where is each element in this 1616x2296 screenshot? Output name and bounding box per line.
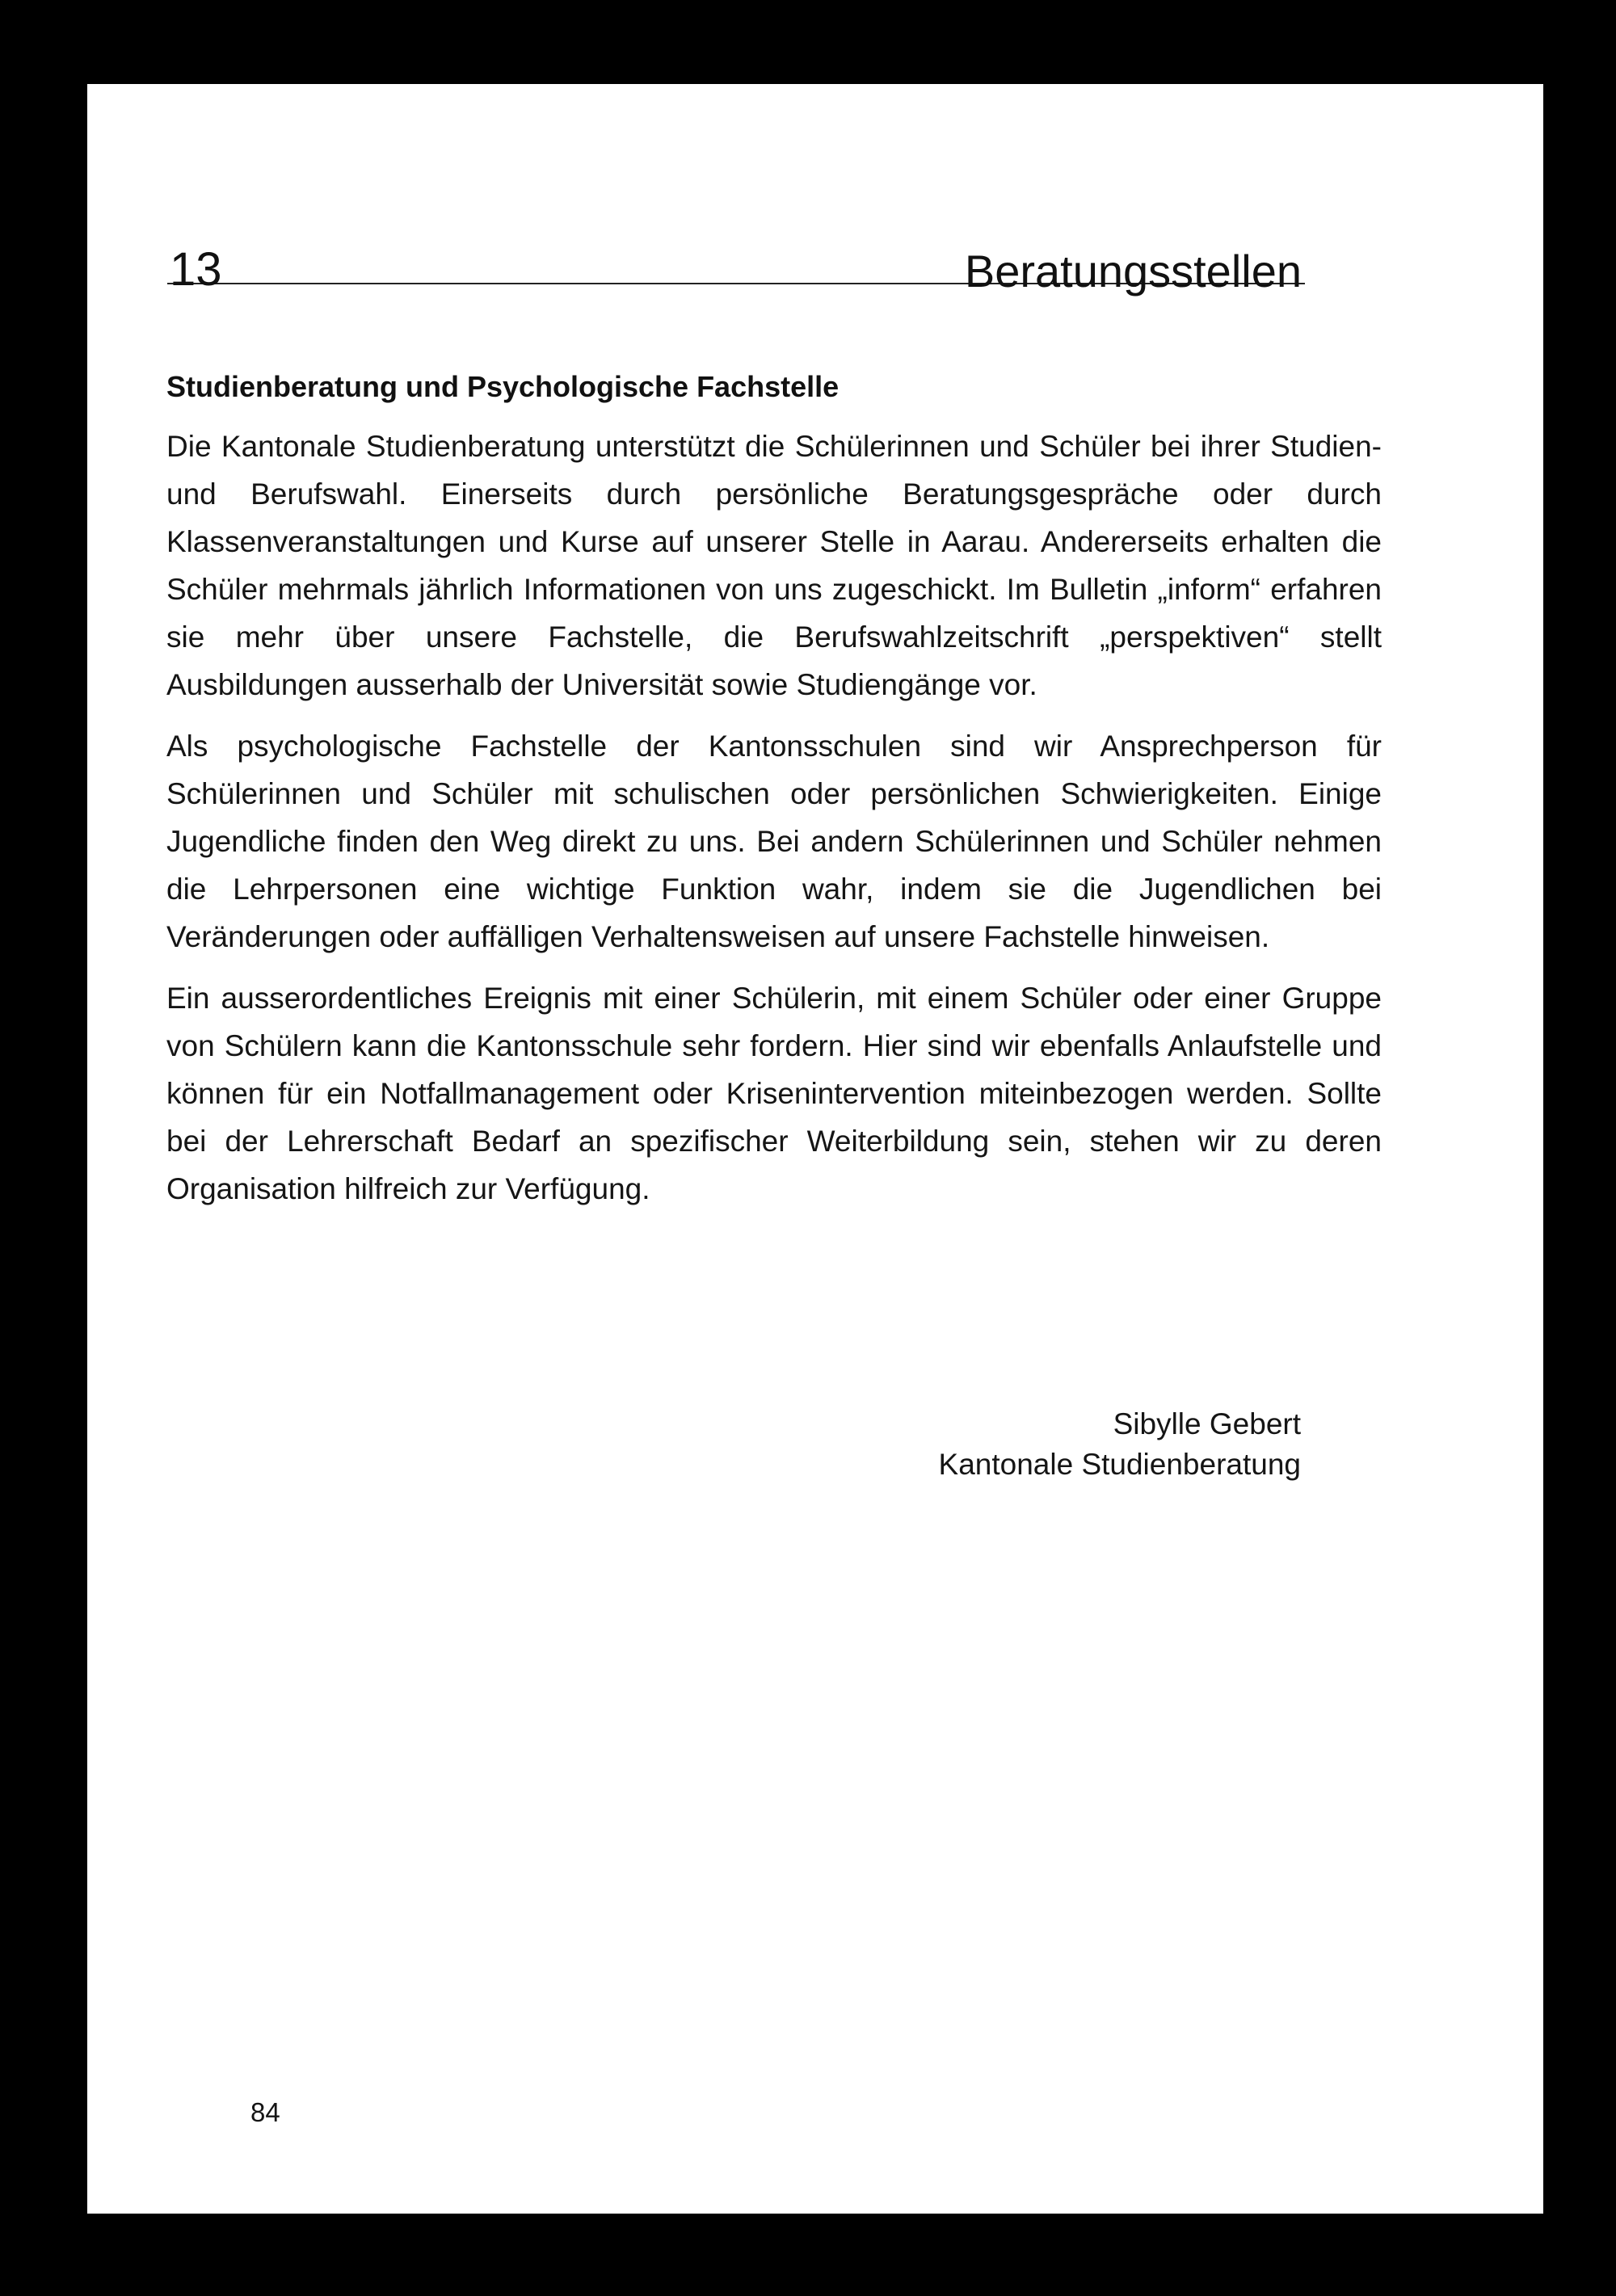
paragraph: Die Kantonale Studienberatung unterstützt die Schülerinnen und Schüler bei ihrer Studien- und Berufswahl. Einerseits durch persönliche Beratungsgespräche oder durch Klassenveranstaltungen und Kurse auf unserer Stelle in Aarau. Andererseits erhalten die Schüler mehrmals jährlich Informationen von uns zugeschickt. Im Bulletin „inform“ erfahren sie mehr über unsere Fachstelle, die Berufswahlzeitschrift „perspektiven“ stellt Ausbildungen ausserhalb der Universität sowie Studiengänge vor. xyxy=(166,430,1382,701)
signature-name: Sibylle Gebert xyxy=(1113,1407,1301,1440)
paragraph: Ein ausserordentliches Ereignis mit einer Schülerin, mit einem Schüler oder einer Gruppe von Schülern kann die Kantonsschule sehr fordern. Hier sind wir ebenfalls Anlaufstelle und können für ein Notfallmanagement oder Krisenintervention miteinbezogen werden. Sollte bei der Lehrerschaft Bedarf an spezifischer Weiterbildung sein, stehen wir zu deren Organisation hilfreich zur Verfügung. xyxy=(166,982,1382,1205)
paragraph: Als psychologische Fachstelle der Kantonsschulen sind wir Ansprechperson für Schülerinnen und Schüler mit schulischen oder persönlichen Schwierigkeiten. Einige Jugendliche finden den Weg direkt zu uns. Bei andern Schülerinnen und Schüler nehmen die Lehrpersonen eine wichtige Funktion wahr, indem sie die Jugendlichen bei Veränderungen oder auffälligen Verhaltensweisen auf unsere Fachstelle hinweisen. xyxy=(166,730,1382,953)
signature-block xyxy=(939,1404,1301,1485)
chapter-header xyxy=(167,128,1305,296)
section-body xyxy=(166,368,1382,1226)
page-number: 84 xyxy=(250,2097,280,2127)
chapter-number: 13 xyxy=(170,243,222,296)
chapter-title: Beratungsstellen xyxy=(964,246,1302,296)
section-heading: Studienberatung und Psychologische Fachstelle xyxy=(166,370,840,403)
signature-organization: Kantonale Studienberatung xyxy=(938,1448,1301,1481)
